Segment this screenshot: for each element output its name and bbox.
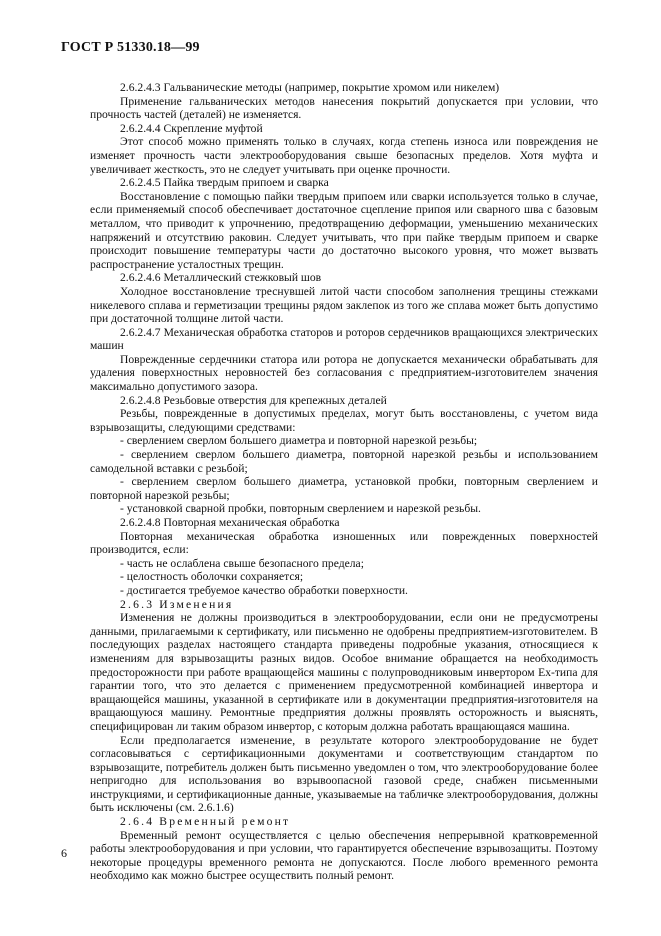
list-item: - установкой сварной пробки, повторным сверлением и нарезкой резьбы. <box>120 502 481 516</box>
section-heading-2-6-4: 2.6.4 Временный ремонт <box>120 815 291 829</box>
section-heading-2-6-2-4-7: 2.6.2.4.7 Механическая обработка статоров и роторов сердечников вращающихся электрических машин <box>90 325 598 353</box>
list-item: - часть не ослаблена свыше безопасного предела; <box>120 556 364 570</box>
paragraph: Применение гальванических методов нанесения покрытий допускается при условии, что прочность частей (деталей) не изменяется. <box>90 94 598 122</box>
document-header: ГОСТ Р 51330.18—99 <box>61 40 200 55</box>
paragraph: Если предполагается изменение, в результате которого электрооборудование не будет согласовываться с сертификационными документами и соответствующим стандартом по взрывозащите, потребитель должен быть письменно уведомлен о том, что электрооборудование более непригодно для использования во взрывоопасной газовой среде, снабжен письменными инструкциями, и сертификационные данные, указываемые на табличке электрооборудования, должны быть исключены (см. 2.6.1.6) <box>90 733 598 815</box>
paragraph: Восстановление с помощью пайки твердым припоем или сварки используется только в случае, если применяемый способ обеспечивает достаточное сцепление припоя или сварного шва с базовым металлом, что приводит к упрочнению, предотвращению деформации, уменьшению механических напряжений и отсутствию раковин. Следует учитывать, что при пайке твердым припоем и сварке происходит повышение температуры части до достаточно высокого уровня, что может вызвать распространение усталостных трещин. <box>90 189 598 271</box>
list-item: - сверлением сверлом большего диаметра и повторной нарезкой резьбы; <box>120 434 478 448</box>
section-heading-2-6-2-4-3: 2.6.2.4.3 Гальванические методы (например, покрытие хромом или никелем) <box>120 81 500 94</box>
section-heading-2-6-3: 2.6.3 Изменения <box>120 597 234 611</box>
list-item: - целостность оболочки сохраняется; <box>120 570 304 584</box>
paragraph: Изменения не должны производиться в электрооборудовании, если они не предусмотрены данными, прилагаемыми к сертификату, или письменно не одобрены предприятием-изготовителем. В последующих разделах настоящего стандарта приведены подробные указания, относящиеся к изменениям для взрывозащиты разных видов. Особое внимание обращается на необходимость предосторожности при работе вращающейся машины с полупроводниковым инвертором Ex-типа для гарантии того, что это делается с применением предусмотренной комбинацией инвертора и вращающейся машины, указанной в сертификате или в документации предприятия-изготовителя на вращающуюся машину. Ремонтные предприятия должны проявлять осторожность и выяснять, специфицирован ли таким образом инвертор, с которым должна работать вращающаяся машина. <box>90 611 598 733</box>
paragraph: Повторная механическая обработка изношенных или поврежденных поверхностей производится, если: <box>90 529 598 557</box>
list-item: - сверлением сверлом большего диаметра, повторной нарезкой резьбы и использованием самодельной вставки с резьбой; <box>90 448 598 475</box>
section-heading-2-6-2-4-5: 2.6.2.4.5 Пайка твердым припоем и сварка <box>120 176 329 190</box>
list-item: - сверлением сверлом большего диаметра, установкой пробки, повторным сверлением и повторной нарезкой резьбы; <box>90 475 598 502</box>
paragraph: Холодное восстановление треснувшей литой части способом заполнения трещины стежками никелевого сплава и герметизации трещины рядом заклепок из того же сплава может быть допустимо при достаточной толщине литой части. <box>90 284 598 326</box>
document-body <box>90 81 598 883</box>
paragraph: Временный ремонт осуществляется с целью обеспечения непрерывной кратковременной работы электрооборудования и при условии, что гарантируется обеспечение взрывозащиты. Поэтому некоторые процедуры временного ремонта не допускаются. После любого временного ремонта необходимо как можно быстрее осуществить полный ремонт. <box>90 828 598 883</box>
list-item: - достигается требуемое качество обработки поверхности. <box>120 583 408 597</box>
paragraph: Поврежденные сердечники статора или ротора не допускается механически обрабатывать для удаления поверхностных неровностей без согласования с предприятием-изготовителем значения максимально допустимого зазора. <box>90 352 598 394</box>
section-heading-2-6-2-4-6: 2.6.2.4.6 Металлический стежковый шов <box>120 271 322 285</box>
paragraph: Резьбы, поврежденные в допустимых пределах, могут быть восстановлены, с учетом вида взрывозащиты, следующими средствами: <box>90 407 598 434</box>
paragraph: Этот способ можно применять только в случаях, когда степень износа или повреждения не изменяет прочность части электрооборудования свыше безопасных пределов. Хотя муфта и увеличивает жесткость, это не следует учитывать при оценке прочности. <box>90 135 598 176</box>
section-heading-2-6-2-4-4: 2.6.2.4.4 Скрепление муфтой <box>120 121 263 135</box>
section-heading-2-6-2-4-8: 2.6.2.4.8 Резьбовые отверстия для крепежных деталей <box>120 393 387 407</box>
page-number: 6 <box>61 846 67 860</box>
section-heading-2-6-2-4-8-b: 2.6.2.4.8 Повторная механическая обработка <box>120 516 340 529</box>
